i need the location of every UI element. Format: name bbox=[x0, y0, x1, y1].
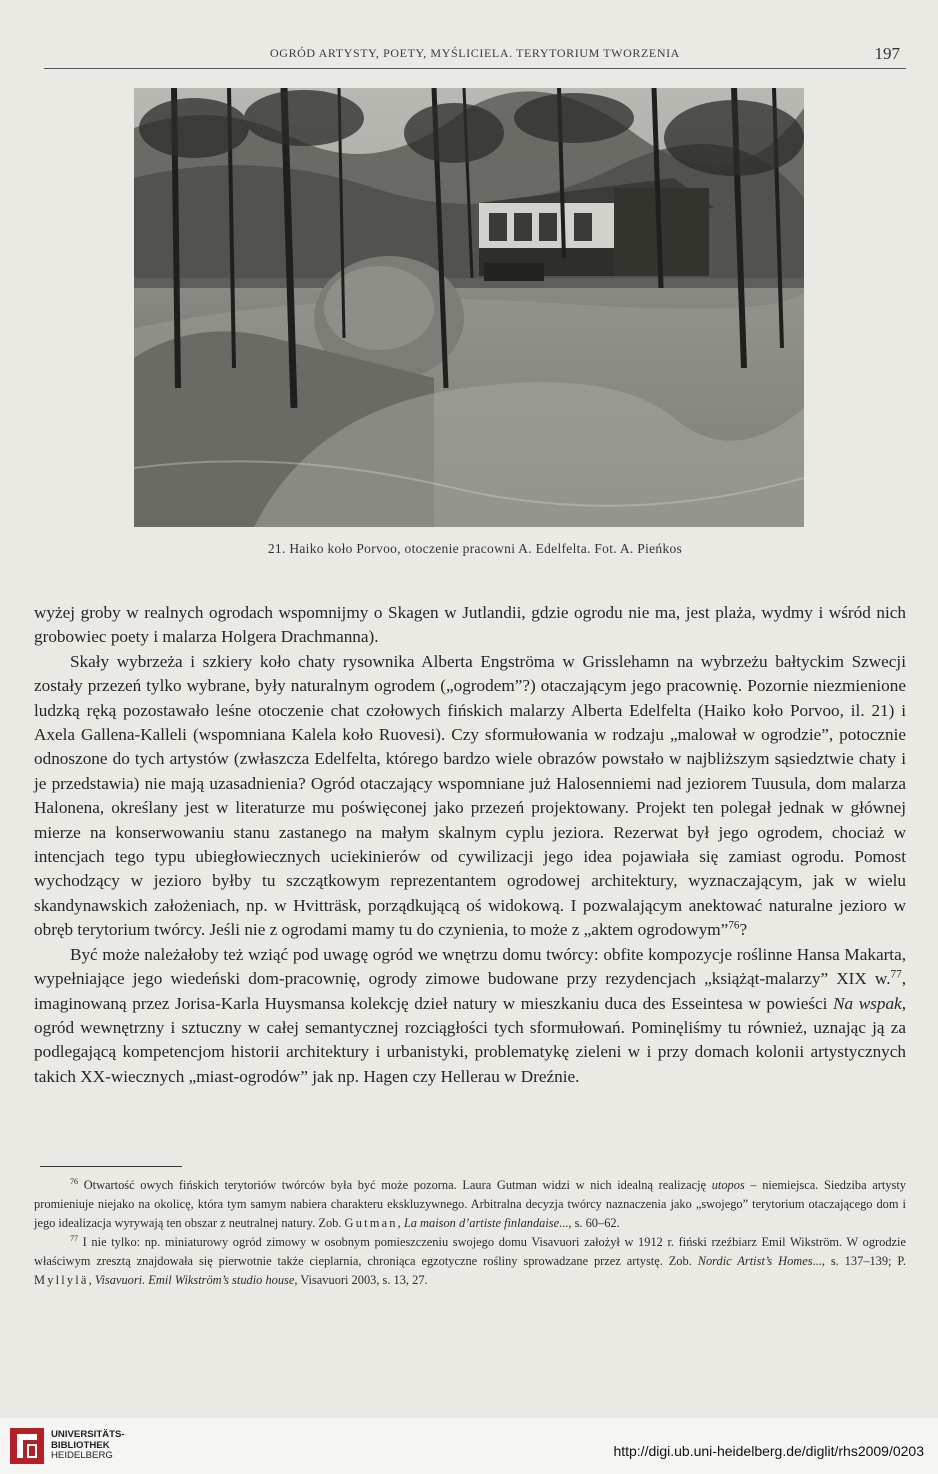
footnote-ref: 76 bbox=[728, 919, 740, 932]
footnote-2 bbox=[34, 1233, 906, 1290]
page-number: 197 bbox=[874, 44, 900, 63]
text-run: wyżej groby w realnych ogrodach wspomnijmy o Skagen w Jutlandii, gdzie ogrodu nie ma, jest plaża, wydmy i wśród nich grobowiec poety i malarza Holgera Drachmanna). bbox=[34, 603, 906, 647]
footnote-ref: 77 bbox=[70, 1233, 79, 1243]
text-run: , Visavuori 2003, s. 13, 27. bbox=[294, 1273, 428, 1287]
text-run: ? bbox=[739, 920, 748, 940]
paragraph-1 bbox=[34, 601, 906, 650]
figure-caption: 21. Haiko koło Porvoo, otoczenie pracowni A. Edelfelta. Fot. A. Pieńkos bbox=[267, 541, 683, 556]
text-run: , bbox=[88, 1273, 95, 1287]
library-logo-icon[interactable] bbox=[10, 1428, 44, 1464]
paragraph-3 bbox=[34, 943, 906, 1089]
paragraph-2 bbox=[34, 650, 906, 943]
footnote-ref: 77 bbox=[890, 968, 902, 981]
text-run: Na wspak bbox=[833, 993, 902, 1013]
library-name bbox=[51, 1430, 125, 1462]
forest-cabin-photo bbox=[134, 88, 804, 527]
footnote-ref: 76 bbox=[70, 1176, 79, 1186]
text-run: , ogród wewnętrzny i sztuczny w całej semantycznej rozciągłości tych sformułowań. Pominęliśmy tu również, uznając ją za podlegającą kompetencjom historii architektury i urbanistyki, problematykę zieleni w i przy domach kolonii artystycznych takich XX-wiecznych „miast-ogrodów” jak np. Hagen czy Hellerau w Dreźnie. bbox=[34, 993, 906, 1086]
text-run: I nie tylko: np. miniaturowy ogród zimowy w osobnym pomieszczeniu swojego domu Visavuori założył w 1912 r. fiński rzeźbiarz Emil Wikström. W ogrodzie właściwym zresztą znajdowała się pierwotnie także cieplarnia, chroniąca egzotyczne rośliny sprowadzane przez artystę. Zob. bbox=[34, 1235, 906, 1268]
viewer-footer bbox=[0, 1418, 938, 1474]
library-name-line3: HEIDELBERG bbox=[51, 1450, 113, 1462]
text-run: Nordic Artist’s Homes bbox=[697, 1254, 813, 1268]
text-run: – niemiejsca. Siedziba artysty promieniuje niejako na okolicę, która tym samym nabiera charakteru ekskluzywnego. Arbitralna decyzja twórcy naznaczenia jako „swojego” terytorium otaczającego dom i jego idealizacja wyrywają ten obszar z neutralnej natury. Zob. bbox=[34, 1178, 906, 1230]
text-run: , bbox=[397, 1216, 404, 1230]
footnote-1 bbox=[34, 1176, 906, 1233]
text-run: Gutman bbox=[344, 1216, 398, 1230]
library-name-line2: BIBLIOTHEK bbox=[51, 1439, 110, 1451]
library-name-line1: UNIVERSITÄTS- bbox=[51, 1429, 125, 1440]
running-title: OGRÓD ARTYSTY, POETY, MYŚLICIELA. TERYTORIUM TWORZENIA bbox=[270, 46, 680, 60]
footnotes bbox=[34, 1176, 906, 1290]
text-run: La maison d’artiste finlandaise bbox=[403, 1216, 560, 1230]
figure-photo bbox=[134, 88, 804, 527]
body-text bbox=[34, 601, 906, 1089]
text-run: Być może należałoby też wziąć pod uwagę ogród we wnętrzu domu twórcy: obfite kompozycje roślinne Hansa Makarta, wypełniające jego wiedeński dom-pracownię, ogrody zimowe budowane przy rezydencjach „książąt-malarzy” XIX w. bbox=[34, 944, 906, 989]
footnote-rule bbox=[40, 1166, 182, 1167]
text-run: ..., s. 60–62. bbox=[559, 1216, 620, 1230]
text-run: Myllylä bbox=[34, 1273, 89, 1287]
text-run: Skały wybrzeża i szkiery koło chaty rysownika Alberta Engströma w Grisslehamn na wybrzeżu bałtyckim Szwecji zostały przezeń tylko wybrane, były naturalnym ogrodem („ogrodem”?) otaczającym jego pracownię. Pozornie niezmienione ludzką ręką pozostawało leśne otoczenie chat czołowych fińskich malarzy Alberta Edelfelta (Haiko koło Porvoo, il. 21) i Axela Gallena-Kalleli (wspomniana Kalela koło Ruovesi). Czy sformułowania w rodzaju „malował w ogrodzie”, potocznie odnoszone do tych artystów (zwłaszcza Edelfelta, którego bardzo wiele obrazów powstało w najbliższym sąsiedztwie chaty i je przedstawia) nie mają uzasadnienia? Ogród otaczający wspomniane już Halosenniemi nad jeziorem Tuusula, dom malarza Halonena, określany jest w literaturze mu poświęconej jako przezeń projektowany. Projekt ten polegał jednak w głównej mierze na konserwowaniu stanu zastanego na małym skalnym cyplu jeziora. Rezerwat był jego ogrodem, chociaż w intencjach tego typu ubiegłowiecznych uciekinierów od cywilizacji jego idea pojawiała się zamiast ogrodu. Pomost wychodzący w jezioro byłby tu szczątkowym reprezentantem ogrodowej architektury, wyznaczającym, jak w wielu skandynawskich założeniach, np. w Hvitträsk, porządkującą oś widokową. I pozwalającym anektować naturalne jezioro w obręb terytorium twórcy. Jeśli nie z ogrodami mamy tu do czynienia, to może z „aktem ogrodowym” bbox=[34, 651, 906, 940]
running-header bbox=[44, 44, 906, 66]
permalink-url[interactable]: http://digi.ub.uni-heidelberg.de/diglit/rhs2009/0203 bbox=[613, 1443, 924, 1459]
header-rule bbox=[44, 68, 906, 69]
text-run: Otwartość owych fińskich terytoriów twórców była być może pozorna. Laura Gutman widzi w nich idealną realizację bbox=[78, 1178, 712, 1192]
text-run: ..., s. 137–139; P. bbox=[812, 1254, 907, 1268]
text-run: Visavuori. Emil Wikström’s studio house bbox=[94, 1273, 295, 1287]
text-run: utopos bbox=[711, 1178, 745, 1192]
text-run: , imaginowaną przez Jorisa-Karla Huysmansa kolekcję dzieł natury w mieszkaniu duca des Esseintesa w powieści bbox=[34, 969, 906, 1013]
